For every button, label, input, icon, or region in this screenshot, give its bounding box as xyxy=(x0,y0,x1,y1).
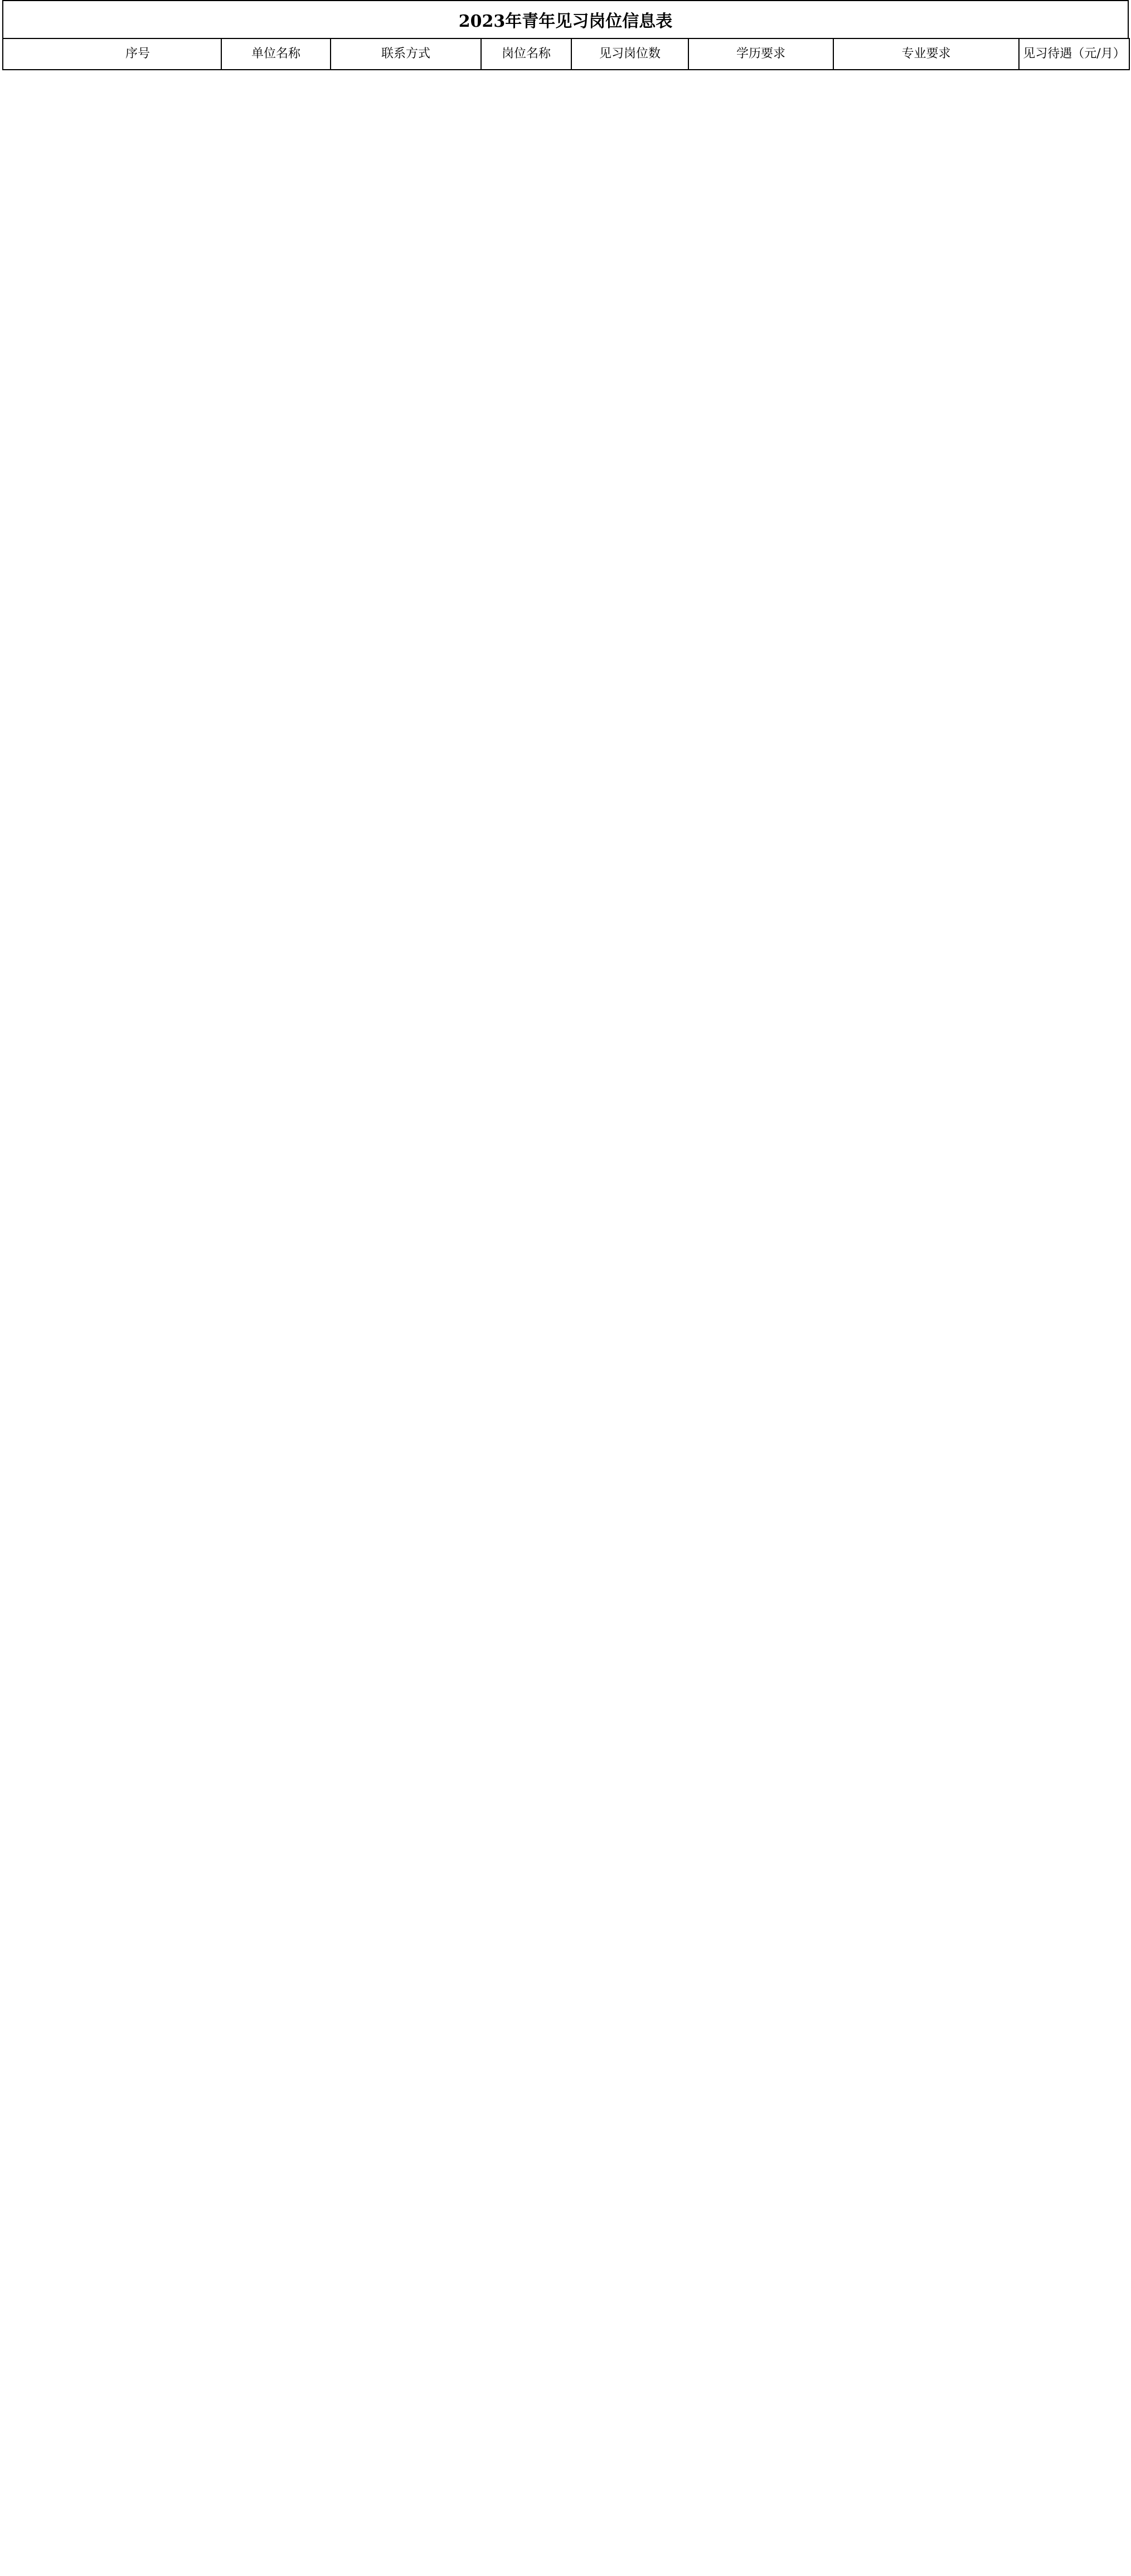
header-education: 学历要求 xyxy=(688,38,833,70)
header-post-name: 岗位名称 xyxy=(481,38,571,70)
header-contact: 联系方式 xyxy=(331,38,481,70)
header-row xyxy=(3,38,1129,70)
positions-table xyxy=(2,38,1130,70)
header-no: 序号 xyxy=(3,38,221,70)
header-post-count: 见习岗位数 xyxy=(571,38,688,70)
header-unit-name: 单位名称 xyxy=(221,38,331,70)
header-pay: 见习待遇（元/月） xyxy=(1019,38,1129,70)
header-major: 专业要求 xyxy=(833,38,1019,70)
page xyxy=(2,0,1129,70)
page-title: 2023年青年见习岗位信息表 xyxy=(2,0,1129,38)
